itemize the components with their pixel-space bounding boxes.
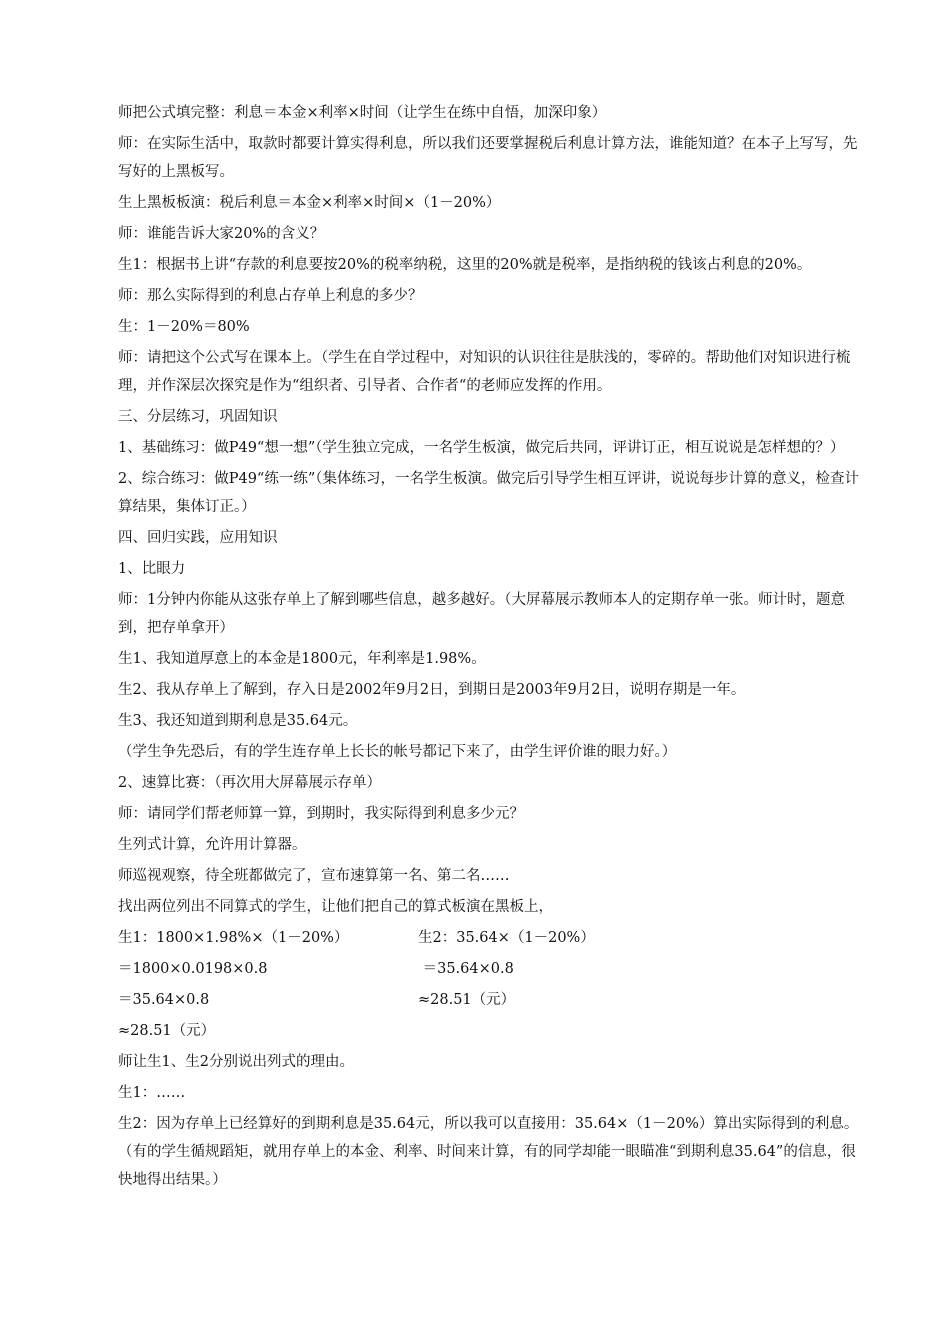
paragraph: ≈28.51（元） <box>118 1023 216 1039</box>
paragraph: 师：在实际生活中，取款时都要计算实得利息，所以我们还要掌握税后利息计算方法，谁能知道？在本子上写写，先写好的上黑板写。 <box>118 136 858 180</box>
paragraph: 1、基础练习：做P49“想一想”（学生独立完成，一名学生板演，做完后共同，评讲订正，相互说说是怎样想的？） <box>118 440 845 456</box>
paragraph: 生：1－20%＝80% <box>118 319 250 335</box>
paragraph: 师让生1、生2分别说出列式的理由。 <box>118 1054 354 1070</box>
paragraph: 师：请同学们帮老师算一算，到期时，我实际得到利息多少元？ <box>118 806 524 822</box>
calc-right: ＝35.64×0.8 <box>418 961 514 977</box>
paragraph: 生2、我从存单上了解到，存入日是2002年9月2日，到期日是2003年9月2日，说明存期是一年。 <box>118 682 746 698</box>
section-heading: 四、回归实践，应用知识 <box>118 530 278 546</box>
calc-right: ≈28.51（元） <box>418 992 516 1008</box>
paragraph: 师：谁能告诉大家20%的含义？ <box>118 226 325 242</box>
calc-row <box>118 955 862 983</box>
paragraph: 生3、我还知道到期利息是35.64元。 <box>118 713 358 729</box>
paragraph: 生1：根据书上讲“存款的利息要按20%的税率纳税，这里的20%就是税率，是指纳税的钱该占利息的20%。 <box>118 257 812 273</box>
paragraph: 2、综合练习：做P49“练一练”（集体练习，一名学生板演。做完后引导学生相互评讲，说说每步计算的意义，检查计算结果，集体订正。） <box>118 471 860 515</box>
subsection-heading: 2、速算比赛：（再次用大屏幕展示存单） <box>118 775 381 791</box>
paragraph: 找出两位列出不同算式的学生，让他们把自己的算式板演在黑板上， <box>118 899 553 915</box>
section-heading: 三、分层练习，巩固知识 <box>118 409 278 425</box>
paragraph: 师把公式填完整：利息＝本金×利率×时间（让学生在练中自悟，加深印象） <box>118 105 607 121</box>
paragraph: 师巡视观察，待全班都做完了，宣布速算第一名、第二名…… <box>118 868 510 884</box>
paragraph: 生上黑板板演：税后利息＝本金×利率×时间×（1－20%） <box>118 195 501 211</box>
paragraph: 生1：…… <box>118 1085 186 1101</box>
calc-left: 生1：1800×1.98%×（1－20%） <box>118 930 349 946</box>
paragraph: 师：1分钟内你能从这张存单上了解到哪些信息，越多越好。（大屏幕展示教师本人的定期存单一张。师计时，题意到，把存单拿开） <box>118 592 845 636</box>
calc-left: ＝1800×0.0198×0.8 <box>118 961 268 977</box>
calc-left: ＝35.64×0.8 <box>118 992 210 1008</box>
calc-right: 生2：35.64×（1－20%） <box>418 930 595 946</box>
paragraph: 师：那么实际得到的利息占存单上利息的多少？ <box>118 288 423 304</box>
calc-row <box>118 986 862 1014</box>
calc-row <box>118 924 862 952</box>
paragraph: （学生争先恐后，有的学生连存单上长长的帐号都记下来了，由学生评价谁的眼力好。） <box>118 744 677 760</box>
paragraph: 师：请把这个公式写在课本上。（学生在自学过程中，对知识的认识往往是肤浅的，零碎的。帮助他们对知识进行梳理，并作深层次探究是作为“组织者、引导者、合作者“的老师应发挥的作用。 <box>118 350 851 394</box>
document-body <box>118 99 862 1197</box>
subsection-heading: 1、比眼力 <box>118 561 186 577</box>
paragraph: 生2：因为存单上已经算好的到期利息是35.64元，所以我可以直接用：35.64×（1－20%）算出实际得到的利息。（有的学生循规蹈矩，就用存单上的本金、利率、时间来计算，有的同学却能一眼瞄准“到期利息35.64”的信息，很快地得出结果。） <box>118 1116 859 1188</box>
paragraph: 生列式计算，允许用计算器。 <box>118 837 307 853</box>
paragraph: 生1、我知道厚意上的本金是1800元，年利率是1.98%。 <box>118 651 486 667</box>
